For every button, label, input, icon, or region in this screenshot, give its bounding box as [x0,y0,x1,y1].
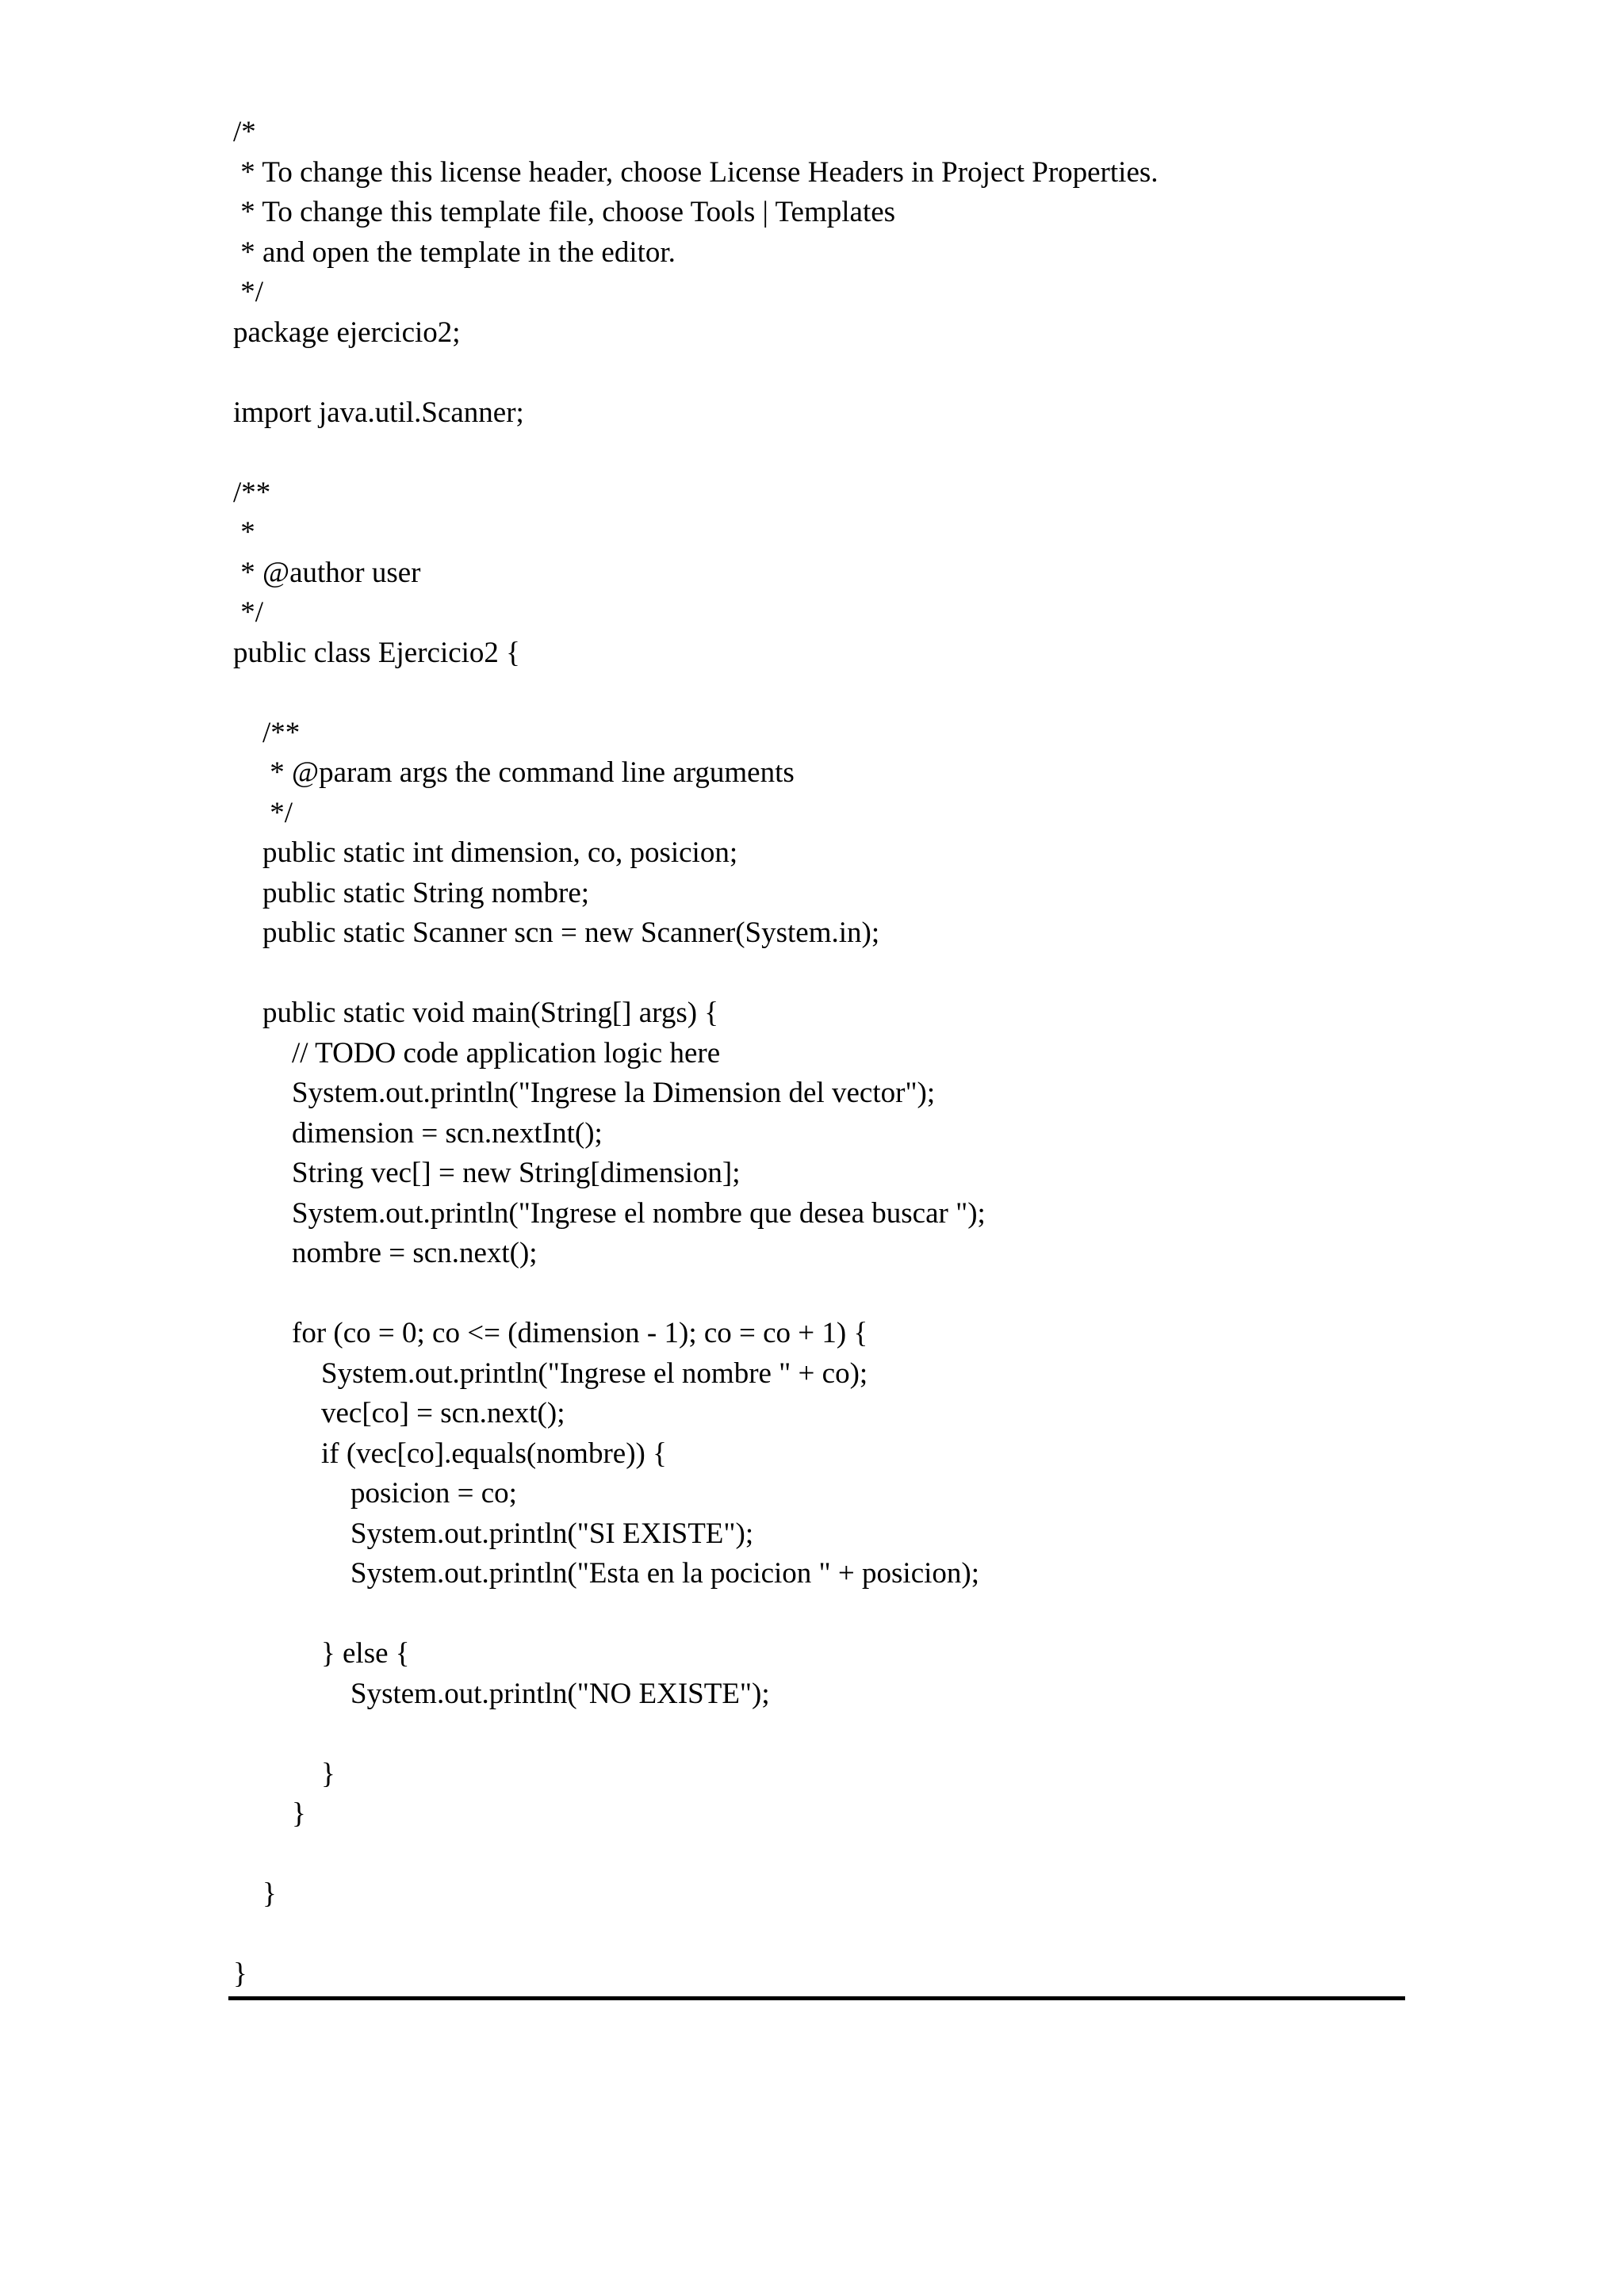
code-line: if (vec[co].equals(nombre)) { [233,1437,667,1470]
code-line: vec[co] = scn.next(); [233,1397,565,1429]
code-line: System.out.println("SI EXISTE"); [233,1517,754,1550]
code-line: } else { [233,1637,410,1670]
code-line: public static Scanner scn = new Scanner(System.in); [233,916,880,949]
code-line: System.out.println("Ingrese el nombre que desea buscar "); [233,1196,986,1230]
code-line: nombre = scn.next(); [233,1237,538,1269]
code-line: */ [233,596,264,629]
code-line [233,1835,1159,1875]
code-line [233,353,1159,393]
code-line: public static int dimension, co, posicion; [233,836,738,869]
code-line: System.out.println("Ingrese la Dimension del vector"); [233,1077,936,1109]
code-line: * [233,516,255,549]
code-line: */ [233,276,264,308]
code-line: /** [233,476,271,509]
code-line: /* [233,116,256,148]
code-line: */ [233,796,293,829]
code-line: import java.util.Scanner; [233,396,524,429]
code-line [233,673,1159,714]
code-line: dimension = scn.nextInt(); [233,1116,603,1150]
code-line: * To change this template file, choose Tools | Templates [233,196,896,228]
code-line: public static String nombre; [233,876,590,909]
code-line: posicion = co; [233,1477,517,1510]
code-line: public static void main(String[] args) { [233,997,719,1029]
code-line [233,1714,1159,1755]
code-line: * To change this license header, choose License Headers in Project Properties. [233,155,1159,189]
code-line: } [233,1797,306,1830]
code-line: } [233,1957,247,1990]
horizontal-rule [228,1996,1405,2000]
code-line: // TODO code application logic here [233,1036,721,1070]
code-line [233,1594,1159,1635]
code-line [233,1274,1159,1314]
code-line [233,1915,1159,1955]
code-line: for (co = 0; co <= (dimension - 1); co = co + 1) { [233,1317,868,1349]
code-line: System.out.println("NO EXISTE"); [233,1677,770,1710]
code-line: public class Ejercicio2 { [233,636,520,669]
code-line: /** [233,716,301,749]
java-source-code [233,113,1159,1995]
code-line: * @author user [233,556,421,589]
code-line: } [233,1877,277,1910]
code-line [233,433,1159,473]
code-line [233,954,1159,994]
code-line: * and open the template in the editor. [233,235,676,269]
code-line: * @param args the command line arguments [233,756,795,789]
code-line: } [233,1757,335,1790]
code-line: System.out.println("Ingrese el nombre " + co); [233,1357,868,1390]
code-line: System.out.println("Esta en la pocicion " + posicion); [233,1557,980,1590]
code-line: String vec[] = new String[dimension]; [233,1157,741,1189]
code-line: package ejercicio2; [233,316,461,349]
